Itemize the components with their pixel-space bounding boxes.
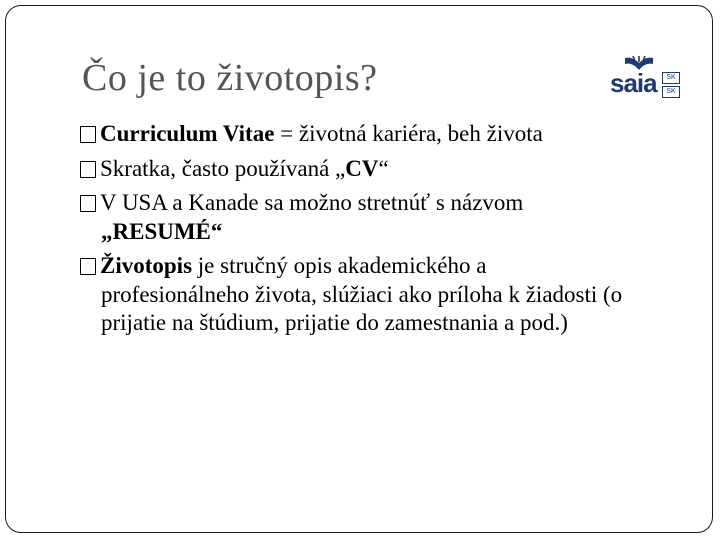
bullet-bold: Životopis: [100, 253, 193, 278]
bullet-item: [80, 120, 640, 149]
bullet-bold: Curriculum Vitae: [100, 121, 275, 146]
slide-title: Čo je to životopis?: [82, 57, 378, 99]
logo-wordmark: saia: [610, 68, 657, 98]
logo-box-bottom: SK: [662, 86, 680, 98]
bullet-text: je stručný opis akademického a profesionálneho života, slúžiaci ako príloha k žiadosti (o prijatie na štúdium, prijatie do zamestnania a pod.): [101, 253, 623, 335]
saia-logo: [610, 58, 684, 100]
logo-box-top: SK: [662, 72, 680, 84]
logo-boxes: [662, 72, 680, 100]
bullet-tail: “: [378, 155, 389, 181]
square-bullet-icon: [80, 258, 96, 275]
bullet-bold: CV: [345, 155, 379, 181]
bullet-text: = životná kariéra, beh života: [274, 121, 543, 146]
bullet-list: [80, 120, 640, 344]
bullet-item: [80, 252, 640, 338]
square-bullet-icon: [80, 161, 96, 178]
bullet-bold: „RESUMÉ“: [101, 218, 223, 244]
bullet-item: [80, 155, 640, 184]
bullet-text: Skratka, často používaná „: [100, 155, 346, 181]
bullet-item: [80, 189, 640, 246]
square-bullet-icon: [80, 126, 96, 143]
square-bullet-icon: [80, 195, 96, 212]
bullet-text: V USA a Kanade sa možno stretnúť s názvom: [100, 190, 524, 215]
